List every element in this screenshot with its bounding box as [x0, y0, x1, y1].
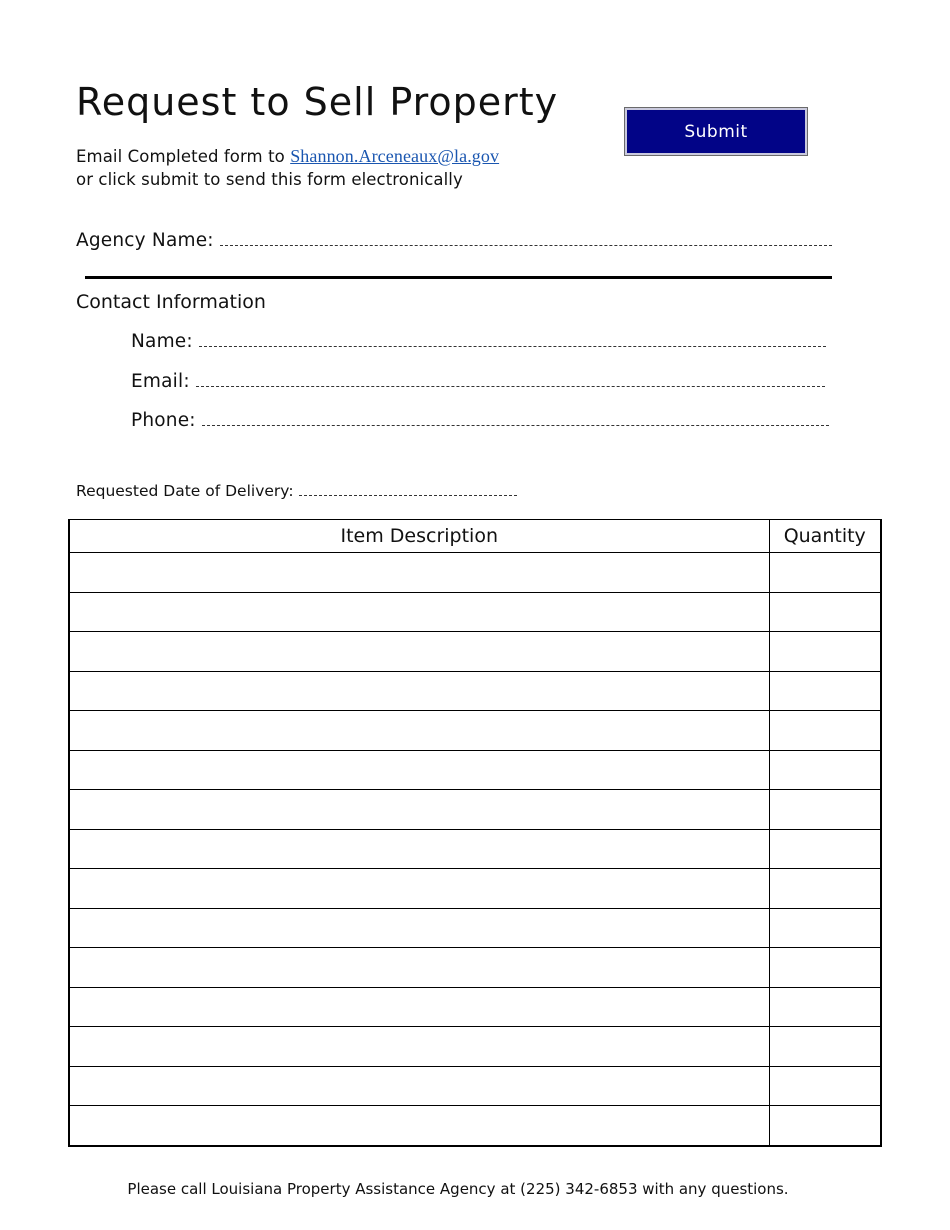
table-header-row: [69, 520, 881, 553]
item-description-cell[interactable]: [69, 869, 769, 909]
item-description-cell[interactable]: [69, 711, 769, 751]
quantity-cell[interactable]: [769, 987, 881, 1027]
item-description-cell[interactable]: [69, 948, 769, 988]
item-description-cell[interactable]: [69, 908, 769, 948]
agency-name-field[interactable]: [76, 230, 832, 251]
quantity-cell[interactable]: [769, 908, 881, 948]
quantity-cell[interactable]: [769, 1106, 881, 1146]
table-row: [69, 829, 881, 869]
table-row: [69, 592, 881, 632]
delivery-date-blank[interactable]: [299, 483, 517, 496]
page-title: Request to Sell Property: [76, 80, 559, 124]
quantity-cell[interactable]: [769, 750, 881, 790]
item-description-cell[interactable]: [69, 829, 769, 869]
table-row: [69, 553, 881, 593]
item-description-cell[interactable]: [69, 592, 769, 632]
item-description-cell[interactable]: [69, 1066, 769, 1106]
table-row: [69, 750, 881, 790]
item-description-cell[interactable]: [69, 632, 769, 672]
contact-name-blank[interactable]: [199, 332, 826, 347]
contact-email-field[interactable]: [131, 371, 825, 392]
items-table-body: [69, 553, 881, 1146]
item-description-cell[interactable]: [69, 671, 769, 711]
item-description-cell[interactable]: [69, 987, 769, 1027]
item-description-cell[interactable]: [69, 553, 769, 593]
quantity-cell[interactable]: [769, 869, 881, 909]
quantity-cell[interactable]: [769, 948, 881, 988]
table-row: [69, 869, 881, 909]
item-description-header: Item Description: [69, 520, 769, 553]
quantity-cell[interactable]: [769, 671, 881, 711]
submit-button[interactable]: Submit: [625, 108, 807, 155]
quantity-cell[interactable]: [769, 1027, 881, 1067]
table-row: [69, 1066, 881, 1106]
item-description-cell[interactable]: [69, 1106, 769, 1146]
quantity-cell[interactable]: [769, 790, 881, 830]
email-link[interactable]: Shannon.Arceneaux@la.gov: [290, 146, 500, 166]
contact-name-field[interactable]: [131, 331, 826, 352]
quantity-cell[interactable]: [769, 592, 881, 632]
instructions-prefix: Email Completed form to: [76, 147, 291, 166]
contact-name-label: Name:: [131, 331, 193, 352]
item-description-cell[interactable]: [69, 750, 769, 790]
item-description-cell[interactable]: [69, 1027, 769, 1067]
instructions: [76, 145, 499, 191]
contact-email-blank[interactable]: [196, 372, 825, 387]
items-table: [68, 519, 882, 1147]
footer-note: Please call Louisiana Property Assistance Agency at (225) 342-6853 with any questions.: [127, 1180, 789, 1198]
section-divider: [85, 276, 832, 279]
quantity-header: Quantity: [769, 520, 881, 553]
item-description-cell[interactable]: [69, 790, 769, 830]
table-row: [69, 711, 881, 751]
contact-email-label: Email:: [131, 371, 190, 392]
contact-phone-field[interactable]: [131, 410, 829, 431]
table-row: [69, 987, 881, 1027]
contact-phone-blank[interactable]: [202, 411, 829, 426]
quantity-cell[interactable]: [769, 553, 881, 593]
delivery-date-field[interactable]: [76, 482, 517, 500]
quantity-cell[interactable]: [769, 632, 881, 672]
quantity-cell[interactable]: [769, 711, 881, 751]
instructions-line2: or click submit to send this form electronically: [76, 170, 463, 189]
table-row: [69, 671, 881, 711]
table-row: [69, 948, 881, 988]
delivery-date-label: Requested Date of Delivery:: [76, 482, 294, 500]
table-row: [69, 790, 881, 830]
contact-phone-label: Phone:: [131, 410, 196, 431]
table-row: [69, 908, 881, 948]
contact-heading: Contact Information: [76, 291, 266, 313]
agency-name-label: Agency Name:: [76, 230, 214, 251]
quantity-cell[interactable]: [769, 1066, 881, 1106]
table-row: [69, 1106, 881, 1146]
table-row: [69, 632, 881, 672]
quantity-cell[interactable]: [769, 829, 881, 869]
table-row: [69, 1027, 881, 1067]
agency-name-blank[interactable]: [220, 231, 832, 246]
